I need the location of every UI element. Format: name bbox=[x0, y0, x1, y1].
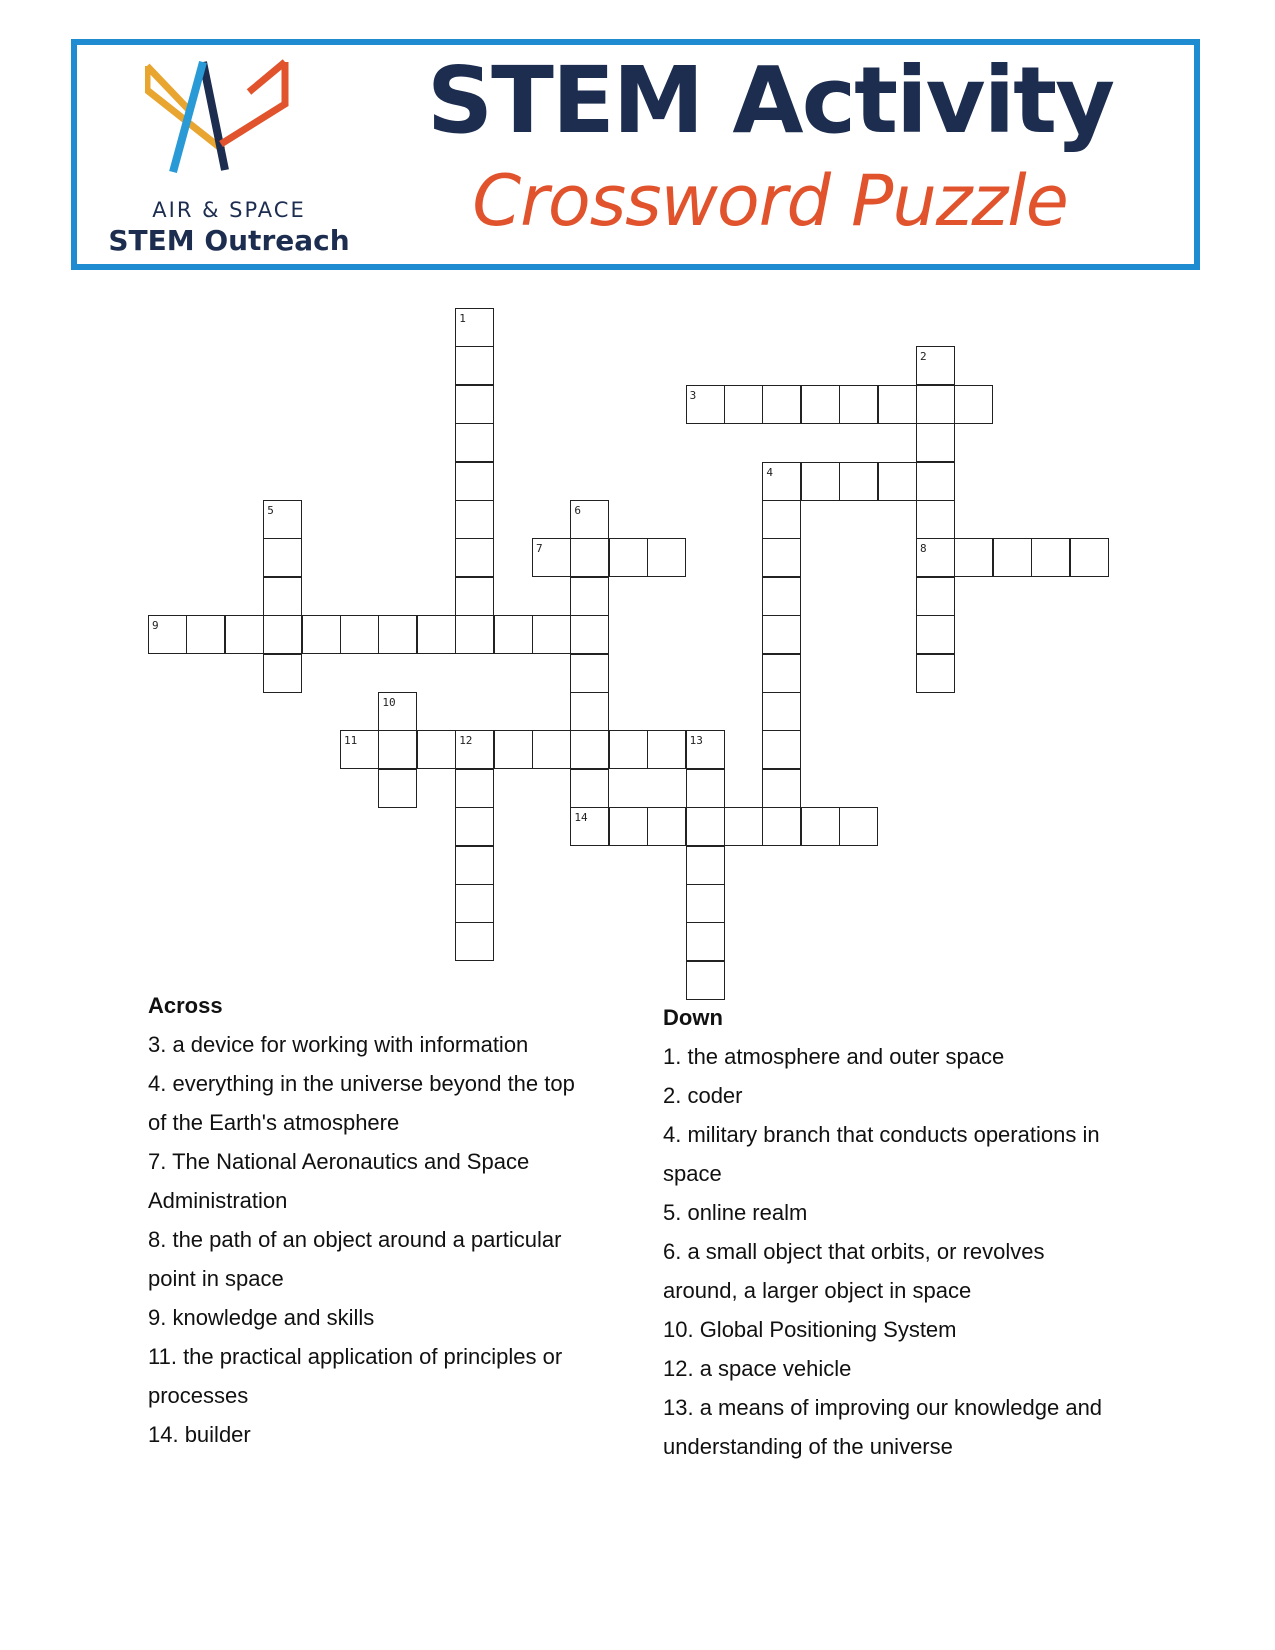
clue-number-3: 3 bbox=[689, 388, 697, 402]
clue-number-9: 9 bbox=[152, 619, 159, 633]
grid-cell[interactable] bbox=[916, 615, 955, 654]
across-clue-3: 3. a device for working with information bbox=[148, 1032, 529, 1057]
across-heading: Across bbox=[148, 993, 223, 1018]
grid-cell[interactable] bbox=[686, 769, 725, 808]
grid-cell[interactable] bbox=[762, 615, 801, 654]
grid-cell[interactable] bbox=[186, 615, 225, 654]
grid-cell[interactable] bbox=[455, 577, 494, 616]
grid-cell[interactable] bbox=[455, 462, 494, 501]
grid-cell[interactable] bbox=[570, 538, 609, 577]
grid-cell[interactable] bbox=[455, 807, 494, 846]
grid-cell[interactable] bbox=[417, 730, 456, 769]
across-clue-9: 9. knowledge and skills bbox=[148, 1305, 375, 1330]
grid-cell[interactable] bbox=[455, 500, 494, 539]
clue-number-14: 14 bbox=[574, 811, 588, 825]
grid-cell[interactable] bbox=[954, 538, 993, 577]
grid-cell[interactable] bbox=[724, 385, 763, 424]
grid-cell[interactable] bbox=[839, 385, 878, 424]
grid-cell[interactable] bbox=[455, 884, 494, 923]
grid-cell[interactable] bbox=[455, 922, 494, 961]
grid-cell[interactable] bbox=[686, 961, 725, 1000]
grid-cell[interactable] bbox=[609, 538, 648, 577]
grid-cell[interactable] bbox=[263, 654, 302, 693]
grid-cell[interactable] bbox=[916, 577, 955, 616]
grid-cell[interactable] bbox=[647, 807, 686, 846]
grid-cell[interactable] bbox=[455, 769, 494, 808]
clue-number-8: 8 bbox=[920, 542, 927, 556]
grid-cell[interactable] bbox=[570, 654, 609, 693]
grid-cell[interactable] bbox=[686, 807, 725, 846]
grid-cell[interactable] bbox=[302, 615, 341, 654]
grid-cell[interactable] bbox=[762, 577, 801, 616]
grid-cell[interactable] bbox=[609, 807, 648, 846]
grid-cell[interactable] bbox=[1031, 538, 1070, 577]
grid-cell[interactable] bbox=[570, 769, 609, 808]
clue-number-13: 13 bbox=[689, 734, 703, 748]
grid-cell[interactable] bbox=[762, 500, 801, 539]
down-clue-6: 6. a small object that orbits, or revolves around, a larger object in space bbox=[663, 1239, 1045, 1303]
across-clue-7: 7. The National Aeronautics and Space Administration bbox=[148, 1149, 530, 1213]
grid-cell[interactable] bbox=[686, 884, 725, 923]
grid-cell[interactable] bbox=[762, 654, 801, 693]
grid-cell[interactable] bbox=[570, 692, 609, 731]
grid-cell[interactable] bbox=[1070, 538, 1109, 577]
grid-cell[interactable] bbox=[878, 385, 917, 424]
grid-cell[interactable] bbox=[686, 922, 725, 961]
clue-number-11: 11 bbox=[344, 734, 358, 748]
grid-cell[interactable] bbox=[455, 615, 494, 654]
grid-cell[interactable] bbox=[878, 462, 917, 501]
clue-number-7: 7 bbox=[536, 542, 543, 556]
clue-number-2: 2 bbox=[920, 350, 927, 364]
grid-cell[interactable] bbox=[916, 500, 955, 539]
grid-cell[interactable] bbox=[532, 730, 571, 769]
clue-number-5: 5 bbox=[267, 504, 274, 517]
grid-cell[interactable] bbox=[455, 538, 494, 577]
grid-cell[interactable] bbox=[762, 730, 801, 769]
grid-cell[interactable] bbox=[455, 385, 494, 424]
grid-cell[interactable] bbox=[570, 615, 609, 654]
grid-cell[interactable] bbox=[916, 423, 955, 462]
grid-cell[interactable] bbox=[455, 423, 494, 462]
down-heading: Down bbox=[663, 1005, 723, 1030]
down-clue-4: 4. military branch that conducts operations in space bbox=[663, 1122, 1100, 1186]
clue-number-1: 1 bbox=[459, 312, 466, 325]
grid-cell[interactable] bbox=[916, 385, 955, 424]
grid-cell[interactable] bbox=[993, 538, 1032, 577]
grid-cell[interactable] bbox=[609, 730, 648, 769]
org-name-line1: AIR & SPACE bbox=[152, 198, 306, 222]
grid-cell[interactable] bbox=[762, 385, 801, 424]
across-clue-14: 14. builder bbox=[148, 1422, 251, 1447]
clue-number-6: 6 bbox=[574, 504, 582, 517]
grid-cell[interactable] bbox=[378, 615, 417, 654]
down-clue-5: 5. online realm bbox=[663, 1200, 808, 1225]
page-title: STEM Activity bbox=[426, 47, 1114, 154]
grid-cell[interactable] bbox=[839, 807, 878, 846]
grid-cell[interactable] bbox=[340, 615, 379, 654]
grid-cell[interactable] bbox=[801, 807, 840, 846]
down-clue-13: 13. a means of improving our knowledge and understanding of the universe bbox=[663, 1395, 1103, 1459]
grid-cell[interactable] bbox=[455, 846, 494, 885]
grid-cell[interactable] bbox=[801, 385, 840, 424]
grid-cell[interactable] bbox=[724, 807, 763, 846]
grid-cell[interactable] bbox=[455, 346, 494, 385]
grid-cell[interactable] bbox=[762, 769, 801, 808]
page-subtitle: Crossword Puzzle bbox=[472, 160, 1068, 242]
down-clue-12: 12. a space vehicle bbox=[663, 1356, 852, 1381]
grid-cell[interactable] bbox=[494, 730, 533, 769]
grid-cell[interactable] bbox=[417, 615, 456, 654]
grid-cell[interactable] bbox=[916, 462, 955, 501]
grid-cell[interactable] bbox=[532, 615, 571, 654]
grid-cell[interactable] bbox=[570, 730, 609, 769]
grid-cell[interactable] bbox=[378, 730, 417, 769]
grid-cell[interactable] bbox=[263, 538, 302, 577]
down-clue-1: 1. the atmosphere and outer space bbox=[663, 1044, 1005, 1069]
clue-number-12: 12 bbox=[459, 734, 473, 748]
down-clues bbox=[663, 998, 1113, 1466]
grid-cell[interactable] bbox=[839, 462, 878, 501]
grid-cell[interactable] bbox=[801, 462, 840, 501]
org-name-line2: STEM Outreach bbox=[108, 224, 350, 257]
grid-cell[interactable] bbox=[263, 615, 302, 654]
grid-cell[interactable] bbox=[916, 654, 955, 693]
grid-cell[interactable] bbox=[570, 577, 609, 616]
across-clue-8: 8. the path of an object around a particular point in space bbox=[148, 1227, 562, 1291]
grid-cell[interactable] bbox=[686, 846, 725, 885]
across-clues bbox=[148, 986, 598, 1454]
down-clue-2: 2. coder bbox=[663, 1083, 743, 1108]
grid-cell[interactable] bbox=[263, 577, 302, 616]
grid-cell[interactable] bbox=[647, 538, 686, 577]
grid-cell[interactable] bbox=[762, 538, 801, 577]
clue-number-4: 4 bbox=[766, 465, 774, 479]
grid-cell[interactable] bbox=[762, 807, 801, 846]
grid-cell[interactable] bbox=[225, 615, 264, 654]
clue-number-10: 10 bbox=[382, 696, 396, 709]
grid-cell[interactable] bbox=[954, 385, 993, 424]
across-clue-11: 11. the practical application of principles or processes bbox=[148, 1344, 563, 1408]
down-clue-10: 10. Global Positioning System bbox=[663, 1317, 957, 1342]
across-clue-4: 4. everything in the universe beyond the top of the Earth's atmosphere bbox=[148, 1071, 575, 1135]
grid-cell[interactable] bbox=[647, 730, 686, 769]
grid-cell[interactable] bbox=[762, 692, 801, 731]
grid-cell[interactable] bbox=[494, 615, 533, 654]
grid-cell[interactable] bbox=[378, 769, 417, 808]
